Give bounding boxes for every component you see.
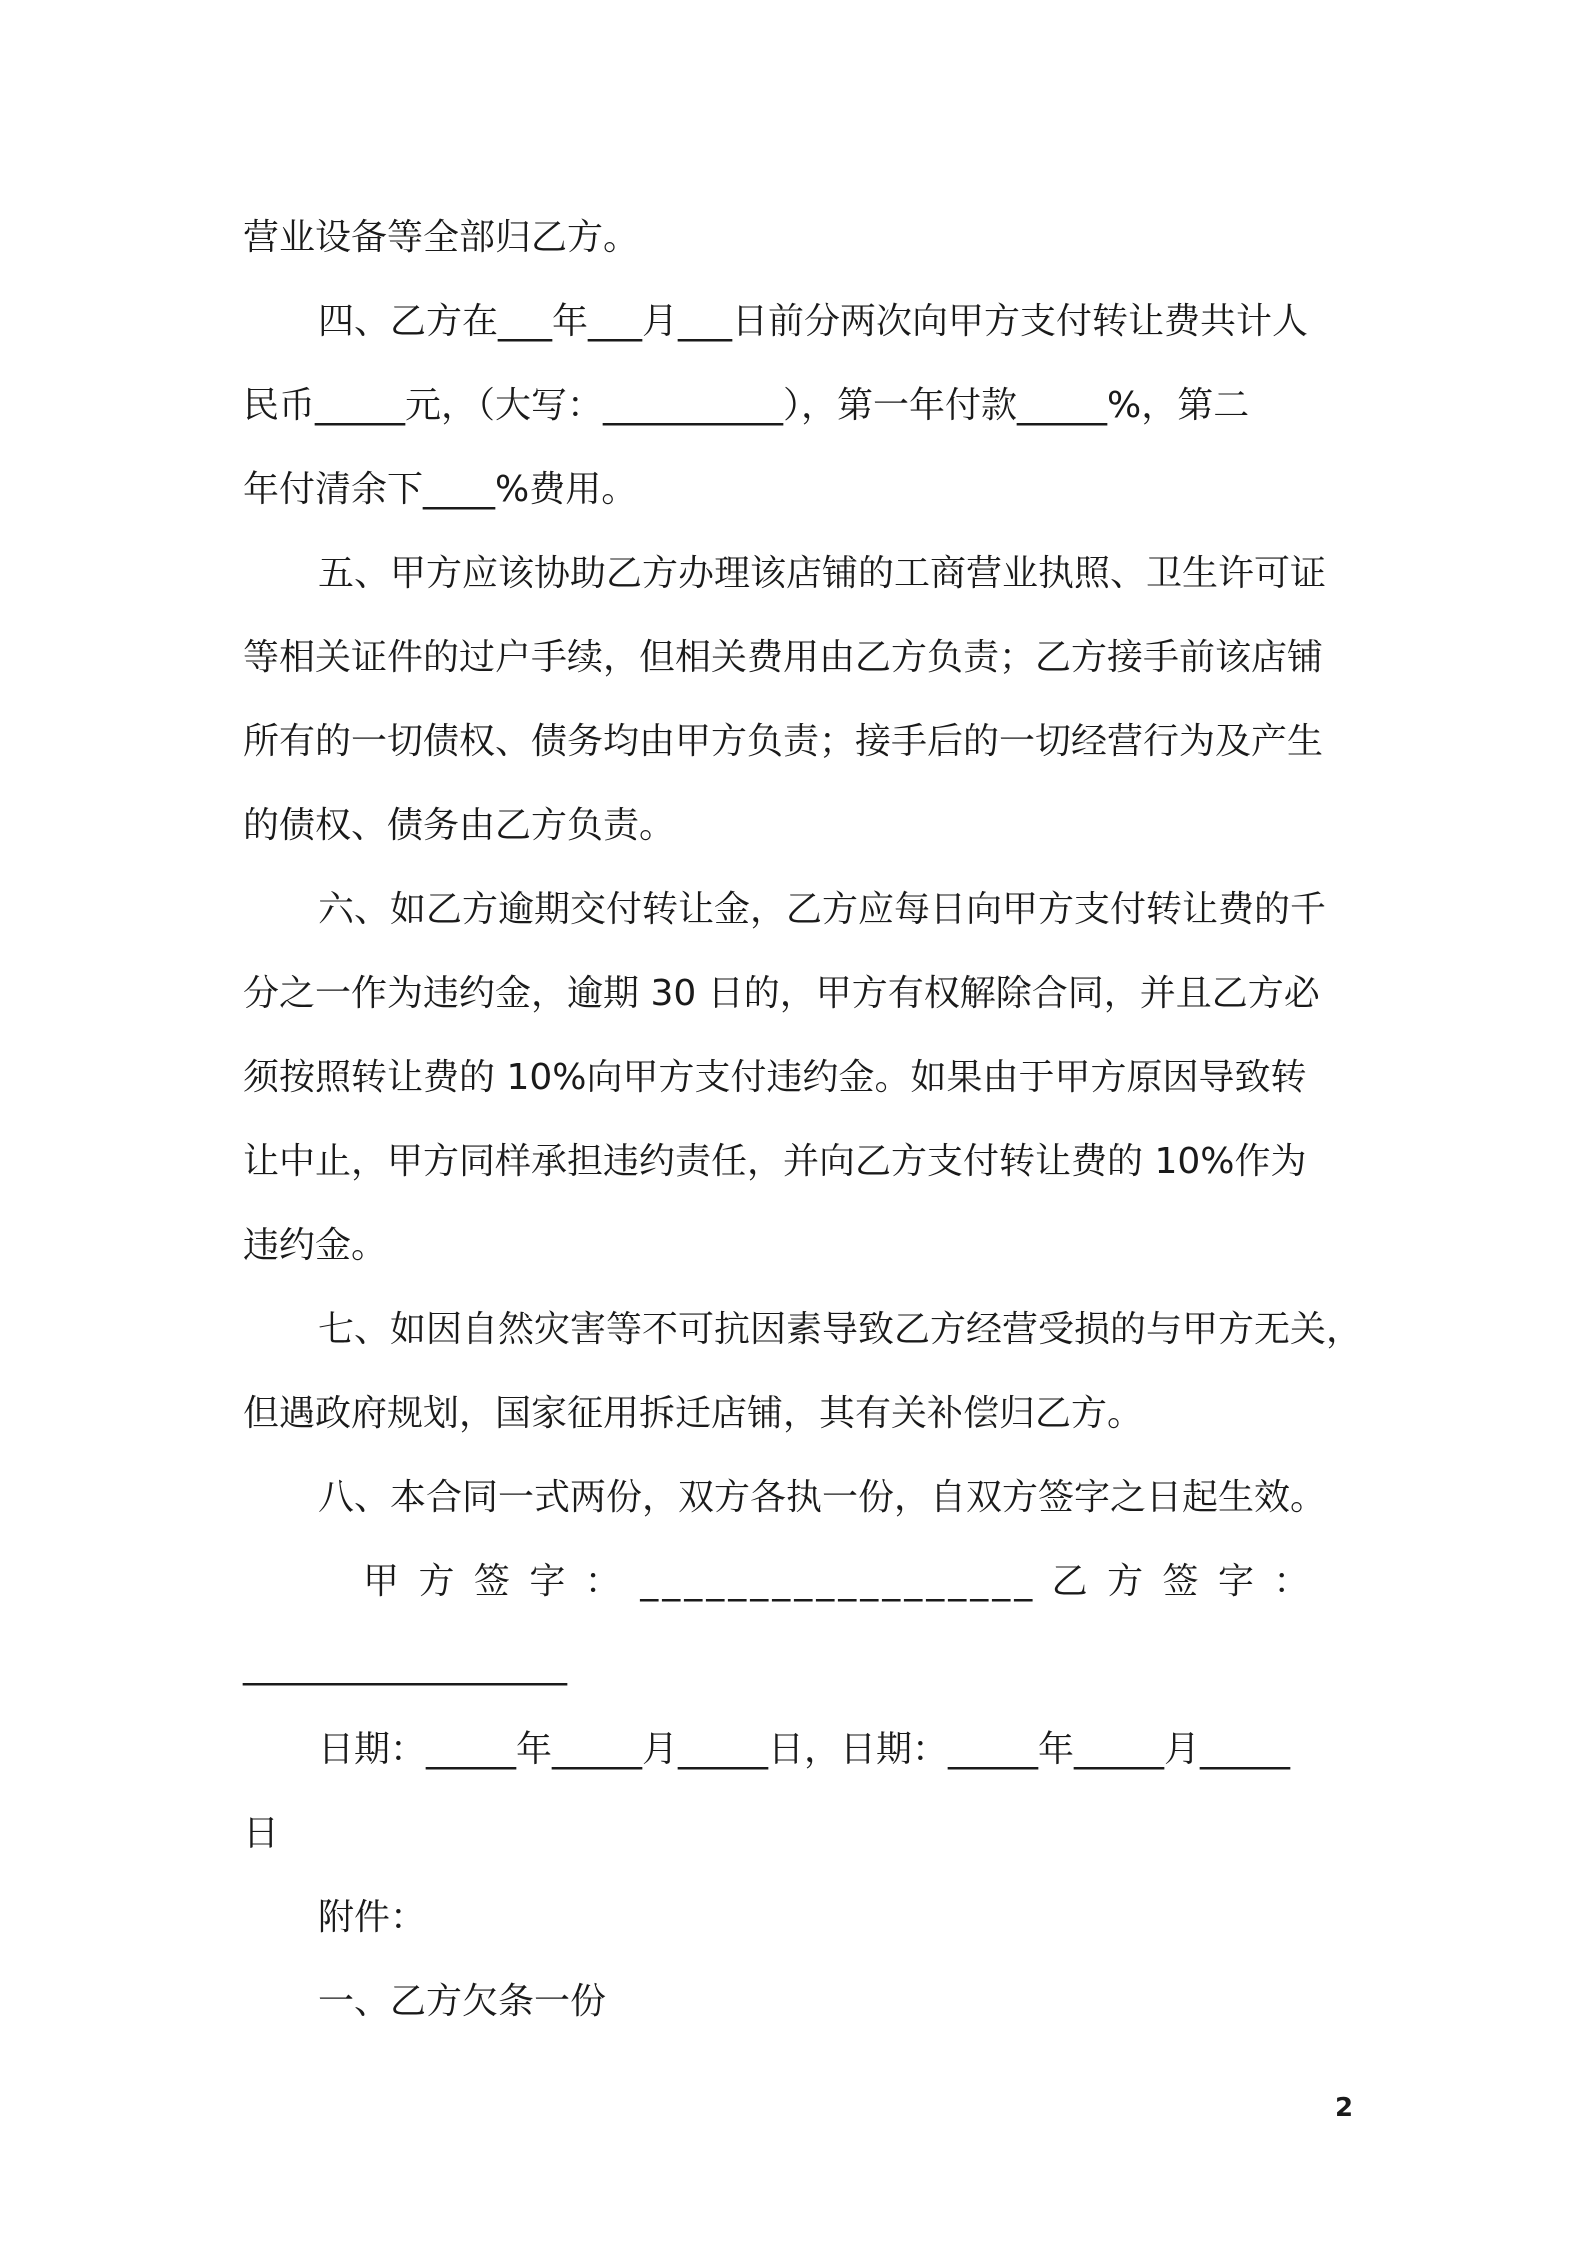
paragraph-line: 须按照转让费的 10%向甲方支付违约金。如果由于甲方原因导致转	[243, 1057, 1307, 1098]
paragraph-line: 让中止，甲方同样承担违约责任，并向乙方支付转让费的 10%作为	[243, 1141, 1307, 1182]
date-line: 日期：_____年_____月_____日，日期：_____年_____月_____	[318, 1729, 1291, 1770]
attachment-item: 一、乙方欠条一份	[318, 1981, 607, 2022]
paragraph-line: 但遇政府规划，国家征用拆迁店铺，其有关补偿归乙方。	[243, 1393, 1144, 1434]
clause-eight-line: 八、本合同一式两份，双方各执一份，自双方签字之日起生效。	[318, 1477, 1327, 1518]
paragraph-line: 的债权、债务由乙方负责。	[243, 805, 676, 846]
attachment-label: 附件：	[318, 1897, 427, 1938]
clause-four-line: 四、乙方在___年___月___日前分两次向甲方支付转让费共计人	[318, 301, 1309, 342]
paragraph-line: 营业设备等全部归乙方。	[243, 217, 640, 258]
paragraph-line: 分之一作为违约金，逾期 30 日的，甲方有权解除合同，并且乙方必	[243, 973, 1320, 1014]
signature-continuation: __________________	[243, 1645, 567, 1686]
page-number: 2	[1335, 2093, 1354, 2123]
clause-five-line: 五、甲方应该协助乙方办理该店铺的工商营业执照、卫生许可证	[318, 553, 1327, 594]
paragraph-line: 等相关证件的过户手续，但相关费用由乙方负责；乙方接手前该店铺	[243, 637, 1324, 678]
signature-line: 甲 方 签 字 ： __________________ 乙 方 签 字 ：	[363, 1561, 1314, 1602]
clause-seven-line: 七、如因自然灾害等不可抗因素导致乙方经营受损的与甲方无关，	[318, 1309, 1363, 1350]
paragraph-line: 年付清余下____%费用。	[243, 469, 638, 510]
clause-six-line: 六、如乙方逾期交付转让金，乙方应每日向甲方支付转让费的千	[318, 889, 1327, 930]
document-body	[243, 196, 1373, 2044]
paragraph-line: 所有的一切债权、债务均由甲方负责；接手后的一切经营行为及产生	[243, 721, 1324, 762]
date-continuation: 日	[243, 1813, 280, 1854]
paragraph-line: 民币_____元，（大写：__________），第一年付款_____%，第二	[243, 385, 1250, 426]
paragraph-line: 违约金。	[243, 1225, 388, 1266]
